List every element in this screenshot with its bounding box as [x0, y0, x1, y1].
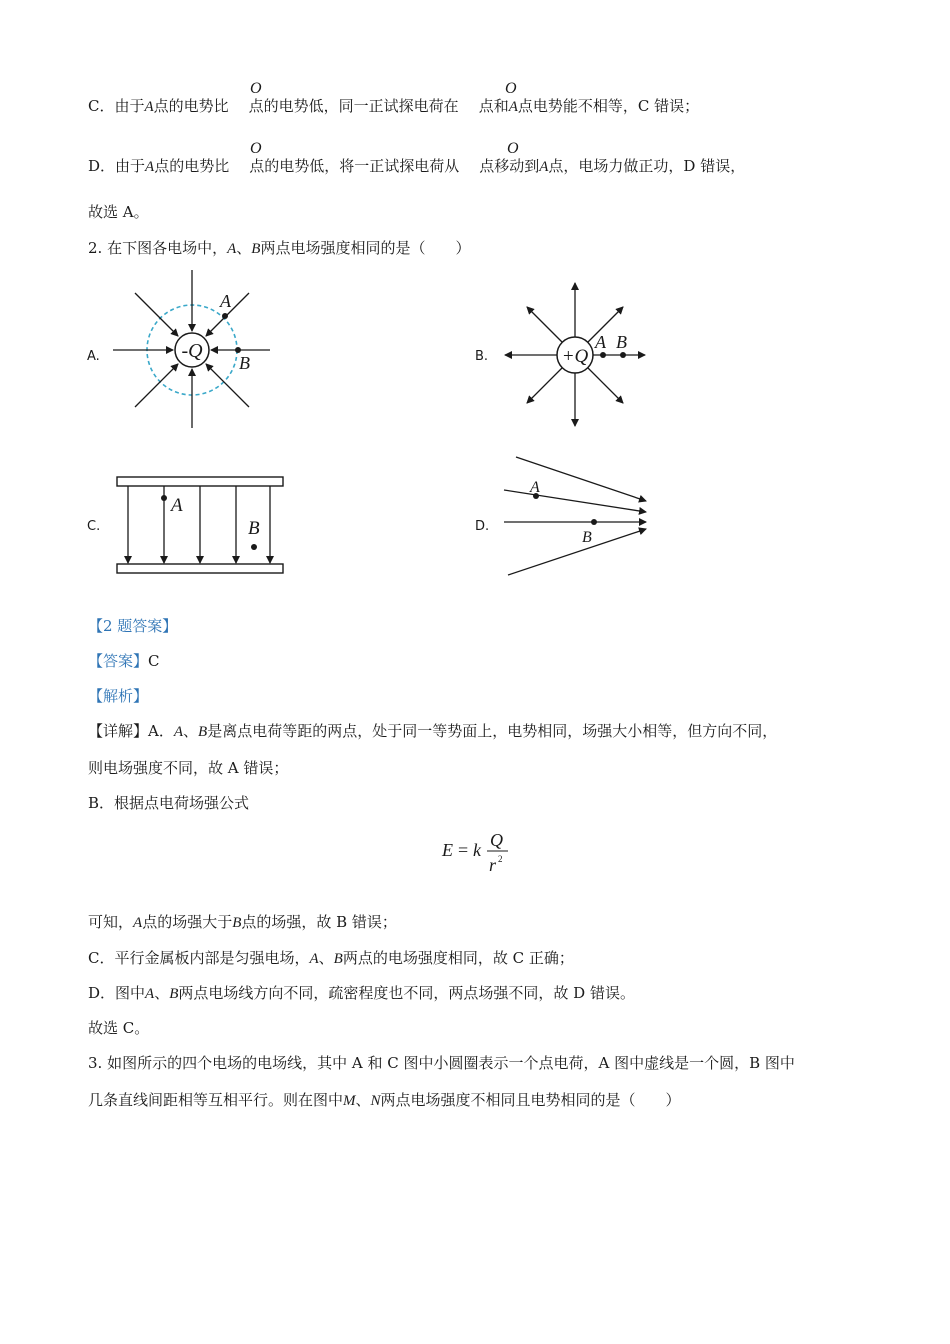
- answer-header: 【2 题答案】: [88, 617, 178, 635]
- option-d-figure: [500, 450, 660, 580]
- option-a-figure: [105, 265, 285, 435]
- detail-c-line: C．平行金属板内部是匀强电场，A、B两点的电场强度相同，故 C 正确；: [88, 949, 574, 967]
- q3-stem-line2: 几条直线间距相等互相平行。则在图中M、N两点电场强度不相同且电势相同的是（ ）: [88, 1091, 681, 1109]
- answer-line: 【答案】C: [88, 652, 160, 670]
- prev-d-point-o2: O: [507, 140, 519, 157]
- option-c-label: C.: [87, 519, 101, 534]
- point-a-dot: [600, 352, 606, 358]
- detail-d-line: D．图中A、B两点电场线方向不同，疏密程度也不同，两点场强不同，故 D 错误。: [88, 984, 635, 1002]
- detail-b-line: B．根据点电荷场强公式: [88, 794, 250, 812]
- prev-option-d-line: D．由于A点的电势比 点的电势低，将一正试探电荷从 点移动到A点，电场力做正功，D 错误，: [88, 157, 746, 175]
- converging-field-lines: [504, 457, 646, 575]
- option-b-label: B.: [475, 349, 489, 364]
- prev-option-c-line: C．由于A点的电势比 点的电势低，同一正试探电荷在 点和A点电势能不相等，C 错误；: [88, 97, 700, 115]
- detail-b-line2: 可知，A点的场强大于B点的场强，故 B 错误；: [88, 913, 397, 931]
- point-b-label: B: [616, 332, 627, 352]
- bottom-plate: [117, 564, 283, 573]
- point-b-dot: [591, 519, 597, 525]
- detail-a-line: 【详解】A．A、B是离点电荷等距的两点，处于同一等势面上，电势相同，场强大小相等，但方向不同，: [88, 722, 778, 740]
- prev-conclusion: 故选 A。: [88, 203, 149, 221]
- prev-c-point-o2: O: [505, 80, 517, 97]
- svg-text:k: k: [473, 840, 481, 860]
- point-b-label: B: [239, 353, 250, 373]
- point-b-dot: [620, 352, 626, 358]
- svg-text:2: 2: [498, 854, 503, 864]
- point-a-label: A: [171, 495, 183, 516]
- analysis-tag: 【解析】: [88, 687, 149, 705]
- point-b-label: B: [582, 529, 592, 546]
- point-b-dot: [251, 544, 257, 550]
- svg-text:E: E: [442, 840, 453, 860]
- point-a-label: A: [595, 332, 606, 352]
- detail-a-line2: 则电场强度不同，故 A 错误；: [88, 759, 289, 777]
- option-d-label: D.: [475, 519, 490, 534]
- point-a-dot: [222, 313, 228, 319]
- svg-text:r: r: [489, 855, 497, 875]
- svg-text:Q: Q: [490, 830, 503, 850]
- point-a-label: A: [530, 479, 540, 496]
- coulomb-field-formula: [440, 828, 530, 878]
- q3-stem-line1: 3. 如图所示的四个电场的电场线，其中 A 和 C 图中小圆圈表示一个点电荷，A 图中虚线是一个圆，B 图中: [88, 1054, 795, 1072]
- prev-c-point-o1: O: [250, 80, 262, 97]
- top-plate: [117, 477, 283, 486]
- option-b-figure: [495, 280, 655, 430]
- point-a-dot: [161, 495, 167, 501]
- q2-stem: 2. 在下图各电场中，A、B两点电场强度相同的是（ ）: [88, 239, 471, 257]
- option-c-figure: [110, 470, 290, 580]
- point-a-label: A: [220, 291, 231, 311]
- option-a-label: A.: [87, 349, 100, 364]
- prev-d-point-o1: O: [250, 140, 262, 157]
- point-b-label: B: [248, 518, 260, 539]
- svg-text:=: =: [458, 840, 469, 860]
- charge-label: +Q: [561, 346, 589, 367]
- q2-conclusion: 故选 C。: [88, 1019, 150, 1037]
- charge-label: -Q: [181, 340, 203, 362]
